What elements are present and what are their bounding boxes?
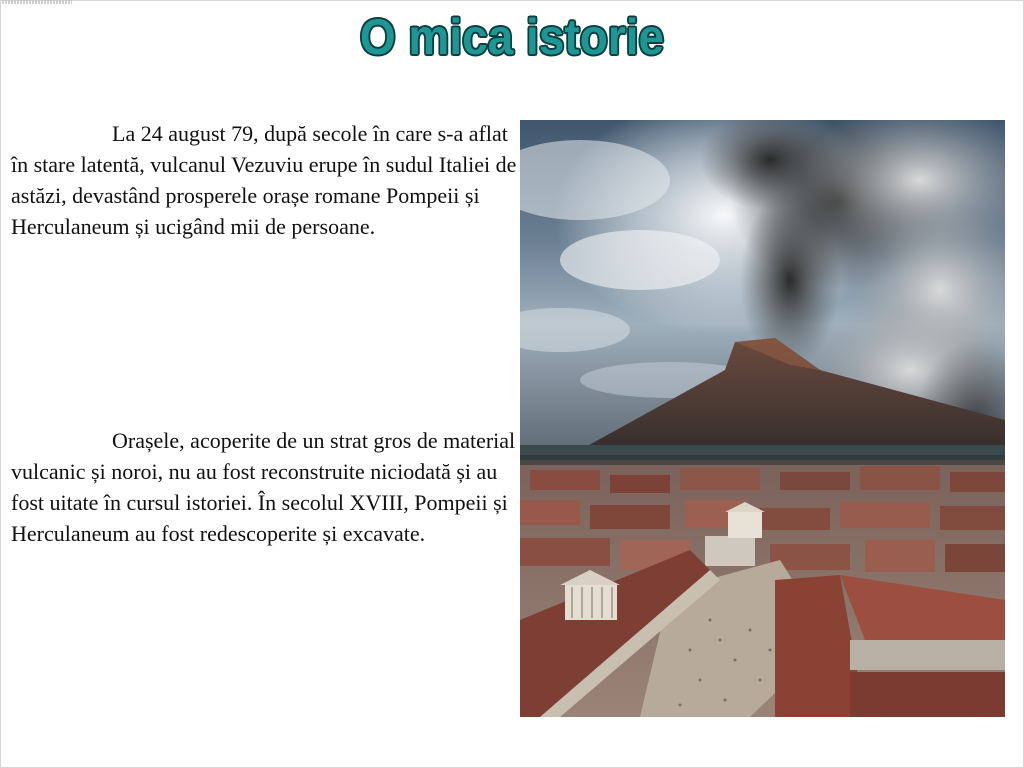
vesuvius-eruption-image: [520, 120, 1005, 717]
paragraph-rediscovery: Orașele, acoperite de un strat gros de material vulcanic și noroi, nu au fost reconstruite niciodată și au fost uitate în cursul istoriei. În secolul XVIII, Pompeii și Herculaneum au fost redescoperite și excavate.: [11, 428, 516, 546]
paragraph-eruption: La 24 august 79, după secole în care s-a aflat în stare latentă, vulcanul Vezuviu erupe în sudul Italiei de astăzi, devastând prosperele orașe romane Pompeii și Herculaneum și ucigând mii de persoane.: [11, 121, 517, 239]
slide-title: O mica istorie: [359, 9, 665, 65]
slide-header-strip: [2, 0, 72, 4]
